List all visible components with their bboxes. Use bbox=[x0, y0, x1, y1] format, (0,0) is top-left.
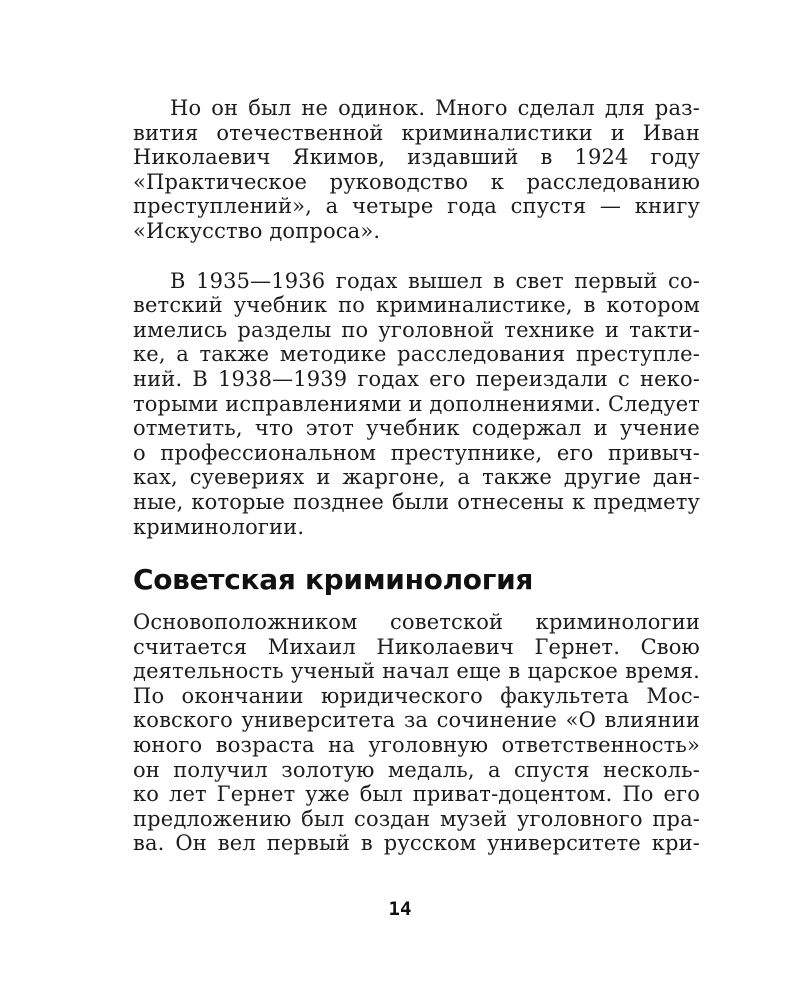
text-line: имелись разделы по уголовной технике и такти- bbox=[133, 317, 700, 342]
text-line: предложению был создан музей уголовного пра- bbox=[133, 806, 700, 831]
paragraph-gernet bbox=[133, 610, 700, 856]
text-line: деятельность ученый начал еще в царское время. bbox=[133, 659, 700, 684]
text-line: Но он был не одинок. Много сделал для раз- bbox=[170, 96, 700, 120]
text-line: отметить, что этот учебник содержал и учение bbox=[133, 416, 700, 441]
text-line: «Практическое руководство к расследованию bbox=[133, 169, 700, 194]
text-line: криминологии. bbox=[133, 514, 305, 539]
paragraph-yakimov bbox=[133, 96, 700, 244]
text-line: ветский учебник по криминалистике, в котором bbox=[133, 293, 700, 318]
text-line: считается Михаил Николаевич Гернет. Свою bbox=[133, 634, 700, 659]
text-line: ва. Он вел первый в русском университете кри- bbox=[133, 831, 700, 856]
paragraph-textbook bbox=[133, 269, 700, 540]
text-line: Николаевич Якимов, издавший в 1924 году bbox=[133, 145, 700, 170]
text-line: о профессиональном преступнике, его привыч- bbox=[133, 440, 700, 465]
text-line: юного возраста на уголовную ответственность» bbox=[133, 733, 700, 758]
text-line: ные, которые позднее были отнесены к предмету bbox=[133, 489, 700, 514]
text-line: ковского университета за сочинение «О влиянии bbox=[133, 708, 700, 733]
text-line: торыми исправлениями и дополнениями. Следует bbox=[133, 391, 700, 416]
text-line: вития отечественной криминалистики и Иван bbox=[133, 120, 700, 145]
text-line: он получил золотую медаль, а спустя несколь- bbox=[133, 757, 700, 782]
text-line: ний. В 1938—1939 годах его переиздали с неко- bbox=[133, 366, 700, 391]
text-line: ко лет Гернет уже был приват-доцентом. По его bbox=[133, 782, 700, 807]
text-line: «Искусство допроса». bbox=[133, 218, 381, 243]
page-number: 14 bbox=[388, 898, 412, 920]
text-line: ках, суевериях и жаргоне, а также другие дан- bbox=[133, 465, 700, 490]
text-line: преступлений», а четыре года спустя — книгу bbox=[133, 194, 700, 219]
text-line: В 1935—1936 годах вышел в свет первый со- bbox=[170, 268, 700, 293]
section-heading: Советская криминология bbox=[133, 563, 534, 597]
page-body bbox=[133, 96, 700, 856]
text-line: Основоположником советской криминологии bbox=[133, 610, 700, 635]
text-line: По окончании юридического факультета Мос- bbox=[133, 683, 700, 708]
text-line: ке, а также методике расследования преступле- bbox=[133, 342, 700, 367]
